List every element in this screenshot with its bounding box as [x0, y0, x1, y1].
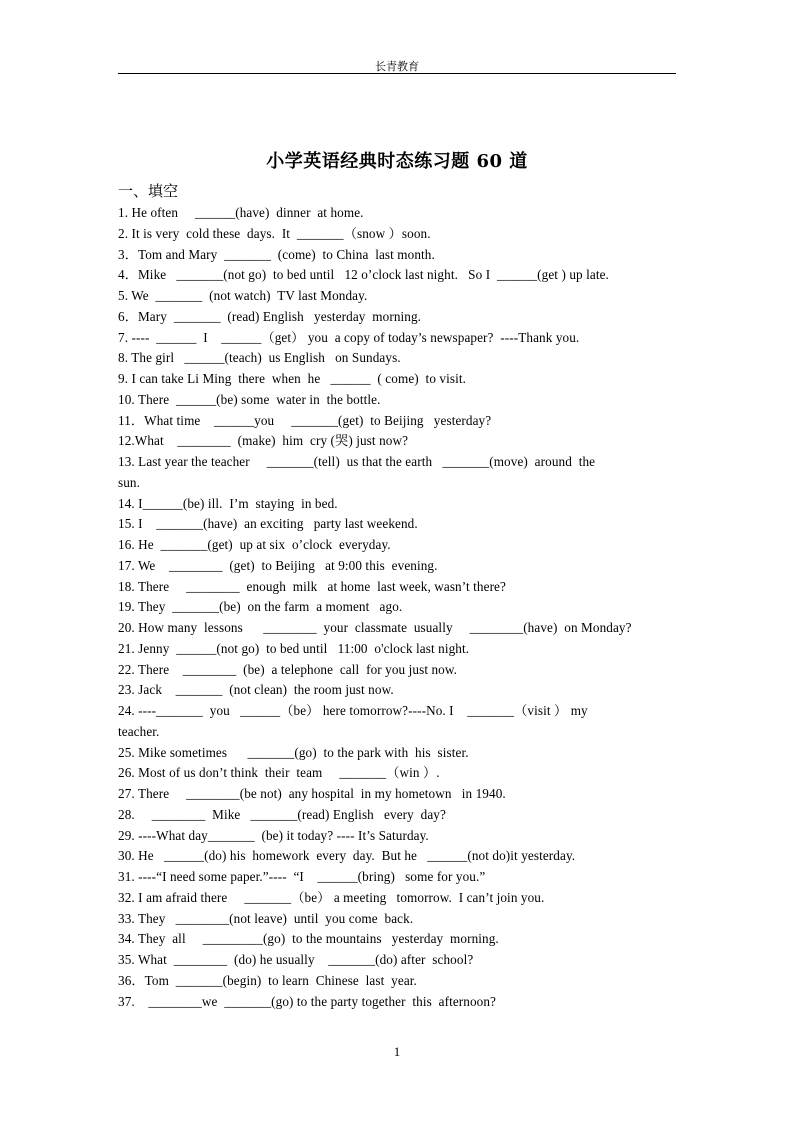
- question-list: [118, 203, 678, 1012]
- question-line: 17. We ________ (get) to Beijing at 9:00 this evening.: [118, 557, 438, 573]
- header-divider: [118, 73, 676, 74]
- question-line: 23. Jack _______ (not clean) the room just now.: [118, 682, 394, 698]
- question-line: 27. There ________(be not) any hospital in my hometown in 1940.: [118, 786, 506, 801]
- question-line: 1. He often ______(have) dinner at home.: [118, 205, 364, 220]
- page-number: 1: [393, 1044, 401, 1059]
- question-line: 6．Mary _______ (read) English yesterday morning.: [118, 308, 422, 324]
- question-line: 10. There ______(be) some water in the bottle.: [118, 391, 381, 407]
- question-line: 34. They all _________(go) to the mountains yesterday morning.: [118, 931, 499, 947]
- question-line: 13. Last year the teacher _______(tell) us that the earth _______(move) around the: [118, 454, 596, 469]
- question-line: 7. ---- ______ I ______（get） you a copy of today’s newspaper? ----Thank you.: [118, 329, 580, 345]
- question-line: 14. I______(be) ill. I’m staying in bed.: [118, 495, 338, 511]
- question-line: 5. We _______ (not watch) TV last Monday.: [118, 288, 368, 303]
- question-line: sun.: [118, 474, 141, 490]
- question-line: 24. ----_______ you ______（be） here tomorrow?----No. I _______（visit ） my: [118, 703, 588, 718]
- question-line: 11．What time ______you _______(get) to Beijing yesterday?: [118, 412, 492, 428]
- question-line: 4．Mike _______(not go) to bed until 12 o’clock last night. So I ______(get ) up late.: [118, 267, 609, 283]
- question-line: 18. There ________ enough milk at home last week, wasn’t there?: [118, 578, 506, 594]
- question-line: 21. Jenny ______(not go) to bed until 11:00 o'clock last night.: [118, 640, 470, 656]
- question-line: 37. ________we _______(go) to the party together this afternoon?: [118, 993, 497, 1009]
- question-line: 22. There ________ (be) a telephone call for you just now.: [118, 661, 458, 677]
- question-line: 15. I _______(have) an exciting party last weekend.: [118, 516, 418, 532]
- document-title: 小学英语经典时态练习题 60 道: [266, 151, 528, 172]
- page-header: 长青教育: [375, 60, 419, 73]
- question-line: 8. The girl ______(teach) us English on Sundays.: [118, 350, 401, 366]
- question-line: teacher.: [118, 723, 160, 739]
- question-line: 36．Tom _______(begin) to learn Chinese last year.: [118, 972, 417, 988]
- question-line: 33. They ________(not leave) until you come back.: [118, 910, 414, 926]
- question-line: 9. I can take Li Ming there when he ______ ( come) to visit.: [118, 371, 467, 386]
- question-line: 26. Most of us don’t think their team _______（win ）.: [118, 765, 440, 781]
- question-line: 2. It is very cold these days. It _______（snow ）soon.: [118, 225, 431, 241]
- question-line: 25. Mike sometimes _______(go) to the park with his sister.: [118, 744, 469, 760]
- section-heading: 一、填空: [118, 182, 179, 200]
- question-line: 35. What ________ (do) he usually _______(do) after school?: [118, 952, 474, 967]
- question-line: 12.What ________ (make) him cry (哭) just now?: [118, 433, 409, 449]
- question-line: 29. ----What day_______ (be) it today? ---- It’s Saturday.: [118, 827, 429, 843]
- question-line: 31. ----“I need some paper.”---- “I ______(bring) some for you.”: [118, 869, 486, 884]
- question-line: 3．Tom and Mary _______ (come) to China last month.: [118, 246, 435, 262]
- question-line: 16. He _______(get) up at six o’clock everyday.: [118, 537, 391, 552]
- question-line: 30. He ______(do) his homework every day. But he ______(not do)it yesterday.: [118, 848, 576, 864]
- question-line: 32. I am afraid there _______（be） a meeting tomorrow. I can’t join you.: [118, 889, 545, 905]
- question-line: 19. They _______(be) on the farm a moment ago.: [118, 599, 403, 615]
- question-line: 20. How many lessons ________ your classmate usually ________(have) on Monday?: [118, 620, 632, 635]
- question-line: 28. ________ Mike _______(read) English every day?: [118, 806, 446, 822]
